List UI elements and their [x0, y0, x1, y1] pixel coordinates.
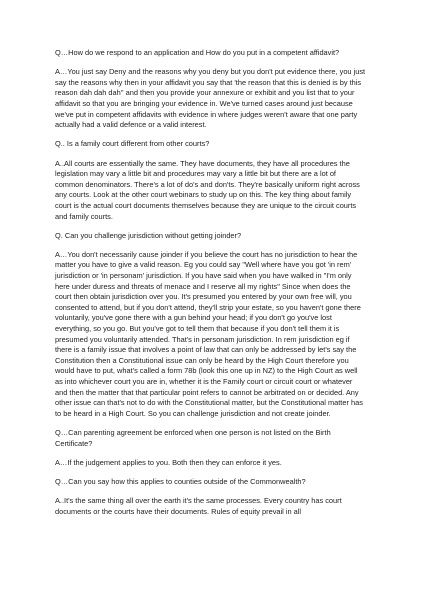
answer-paragraph: A..It's the same thing all over the earth it's the same processes. Every country has court documents or the courts have their documents. Rules of equity prevail in all [55, 496, 342, 516]
document-body [55, 48, 366, 517]
answer-paragraph: A…You don't necessarily cause joinder if you believe the court has no jurisdiction to hear the matter you have to give a valid reason. Eg you could say "Well where have you got 'in rem' jurisdiction or 'in personam' jurisdiction. If you have said when you have walked in "I'm only here under duress and threats of menace and I reserve all my rights" Since when does the court then obtain jurisdiction over you. It's presumed you entered by your own free will, you consented to attend, but if you don't attend, they'll strip your estate, so you haven't gone there voluntarily, you've gone there with a gun behind your head; if you don't go you've lost everything, so you go. But you've got to tell them that because if you don't tell them it is presumed you voluntarily attended. That's in personam jurisdiction. In rem jurisdiction eg if there is a family issue that involves a point of law that can only be addressed by let's say the Constitution then a Constitutional issue can only be heard by the High Court therefore you would have to put, what's called a form 78b (look this one up in NZ) to the High Court as well as into whichever court you are in, whether it is the Family court or circuit court or whatever and then the matter that that particular point refers to cannot be arbitrated on or decided. Any other issue can that's not to do with the Constitutional matter, but the Constitutional matter has to be heard in a High Court. So you can challenge jurisdiction and not create joinder. [55, 249, 363, 418]
question-paragraph: Q…How do we respond to an application and How do you put in a competent affidavit? [55, 48, 340, 57]
answer-paragraph: A…You just say Deny and the reasons why you deny but you don't put evidence there, you just say the reasons why then in your affidavit you say that 'the reason that this is denied is by this reason dah dah dah'' and then you provide your annexure or exhibit and you list that to your affidavit so that you are bringing your evidence in. We've turned cases around just because we've put in competent affidavits with evidence in where judges weren't aware that one party actually had a valid defence or a valid interest. [55, 67, 366, 130]
question-paragraph: Q. Can you challenge jurisdiction without getting joinder? [55, 230, 242, 240]
question-paragraph: Q…Can parenting agreement be enforced when one person is not listed on the Birth Certificate? [55, 427, 331, 448]
answer-paragraph: A…If the judgement applies to you. Both then they can enforce it yes. [55, 457, 282, 467]
question-paragraph: Q.. Is a family court different from other courts? [55, 139, 210, 149]
question-paragraph: Q…Can you say how this applies to counties outside of the Commonwealth? [55, 476, 306, 486]
answer-paragraph: A..All courts are essentially the same. They have documents, they have all procedures the legislation may vary a little bit and procedures may vary a little bit but there are a lot of common denominators. There's a lot of do's and don'ts. They're basically uniform right across any courts. Look at the other court webinars to study up on this. The key thing about family court is the actual court documents themselves because they are unique to the circuit courts and family courts. [55, 158, 360, 221]
